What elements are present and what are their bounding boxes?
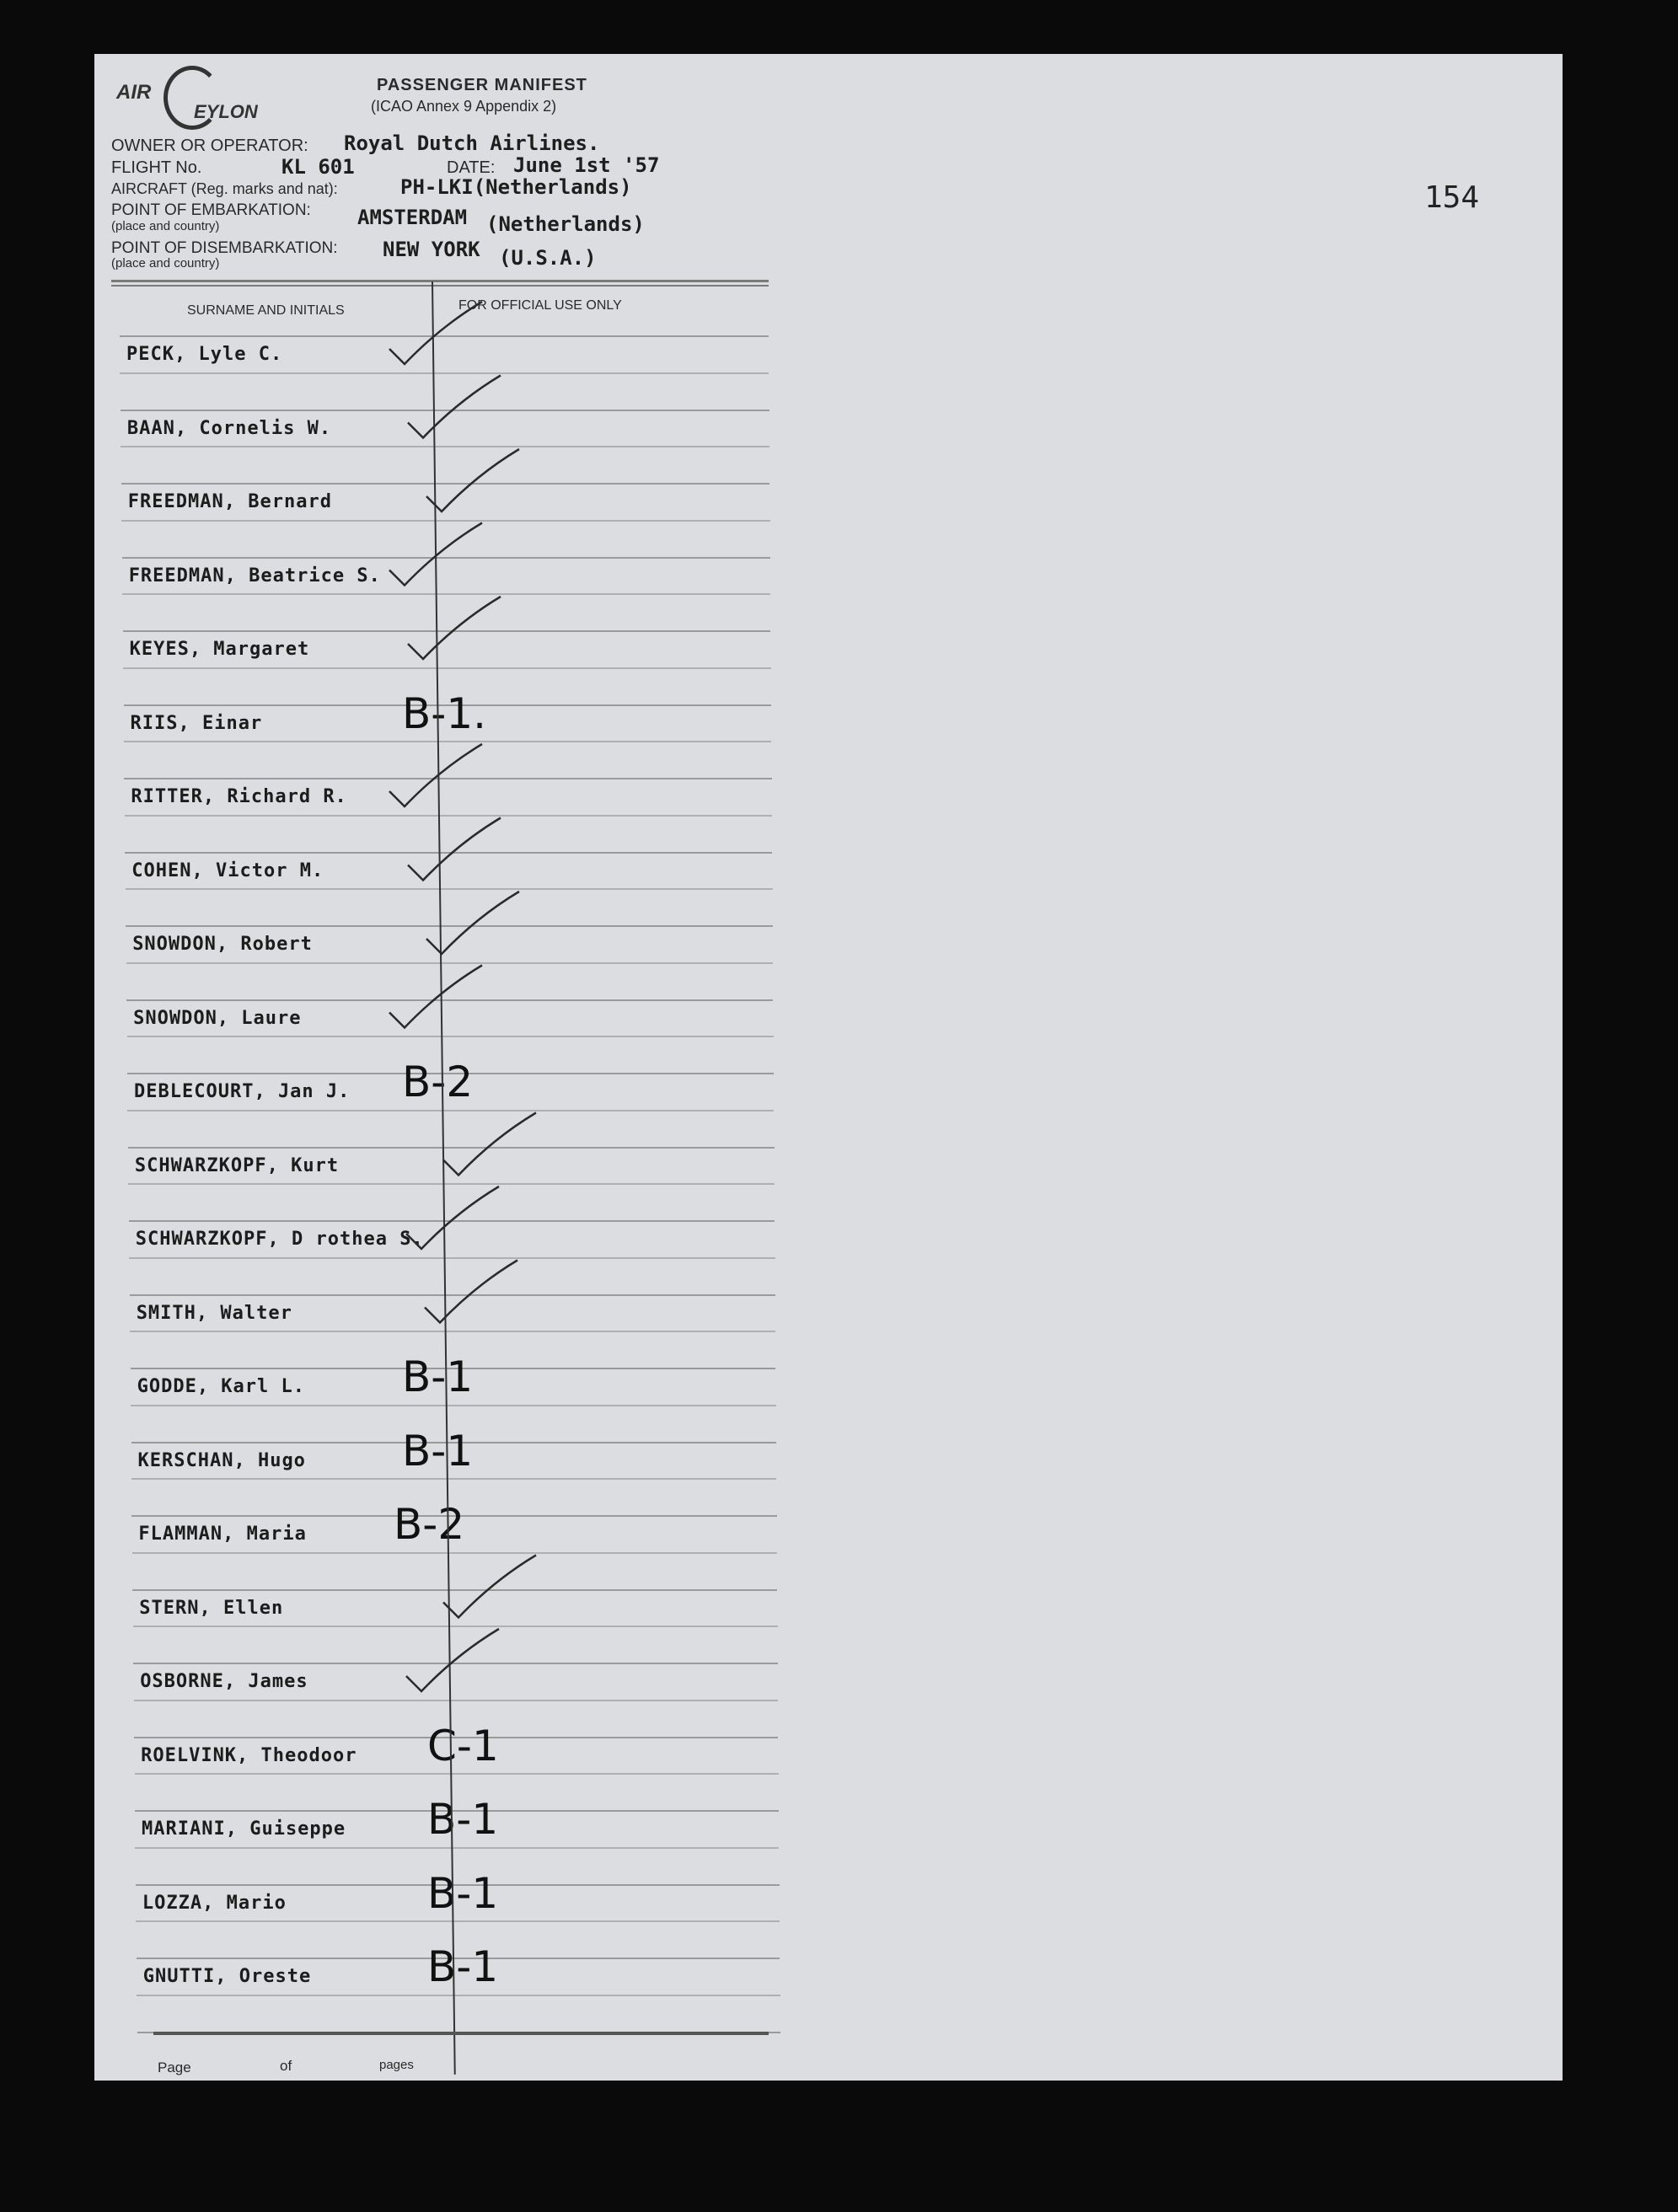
passenger-name: SCHWARZKOPF, D rothea S. — [135, 1229, 424, 1250]
disembarkation-value: NEW YORK — [383, 238, 480, 261]
passenger-name: RIIS, Einar — [130, 712, 263, 734]
check-mark — [389, 744, 482, 806]
visa-class-mark: B-1 — [427, 1942, 499, 1991]
check-mark — [408, 376, 501, 438]
manifest-page — [94, 54, 1563, 2081]
manifest-subtitle: (ICAO Annex 9 Appendix 2) — [371, 98, 557, 115]
passenger-name: LOZZA, Mario — [142, 1892, 287, 1914]
logo-eylon-text: EYLON — [194, 101, 258, 122]
col-official-header: FOR OFFICIAL USE ONLY — [458, 298, 622, 313]
page-number: 154 — [1424, 180, 1480, 215]
footer-of-label: of — [280, 2058, 292, 2074]
disembarkation-label: POINT OF DISEMBARKATION: — [111, 239, 338, 257]
embarkation-sublabel: (place and country) — [111, 219, 220, 233]
embarkation-label: POINT OF EMBARKATION: — [111, 201, 311, 219]
passenger-name: SNOWDON, Laure — [133, 1007, 302, 1029]
check-mark — [443, 1556, 536, 1618]
visa-class-mark: B-1 — [427, 1795, 499, 1844]
passenger-name: SNOWDON, Robert — [132, 934, 313, 955]
check-mark — [406, 1186, 499, 1249]
check-mark — [389, 966, 482, 1028]
date-value: June 1st '57 — [513, 153, 660, 177]
visa-class-mark: B-1 — [402, 1352, 474, 1401]
visa-class-mark: B-1 — [427, 1868, 499, 1918]
visa-class-mark: B-2 — [394, 1500, 465, 1549]
date-label: DATE: — [447, 158, 496, 177]
passenger-name: STERN, Ellen — [139, 1597, 284, 1619]
check-mark — [389, 302, 482, 364]
aircraft-label: AIRCRAFT (Reg. marks and nat): — [111, 180, 338, 197]
check-mark — [426, 449, 519, 511]
disembarkation-country: (U.S.A.) — [499, 246, 597, 270]
passenger-name: GNUTTI, Oreste — [142, 1966, 312, 1987]
visa-class-mark: C-1 — [427, 1721, 499, 1770]
passenger-name: PECK, Lyle C. — [126, 344, 283, 365]
visa-class-mark: B-2 — [402, 1058, 474, 1106]
flight-value: KL 601 — [281, 155, 355, 179]
passenger-name: GODDE, Karl L. — [137, 1376, 306, 1397]
passenger-name: COHEN, Victor M. — [131, 860, 324, 881]
check-mark — [389, 523, 482, 586]
check-mark — [408, 818, 501, 881]
passenger-name: DEBLECOURT, Jan J. — [134, 1081, 351, 1102]
passenger-name: BAAN, Cornelis W. — [126, 417, 332, 439]
check-mark — [443, 1113, 536, 1176]
owner-label: OWNER OR OPERATOR: — [111, 137, 308, 155]
visa-class-mark: B-1 — [402, 1426, 474, 1476]
passenger-name: ROELVINK, Theodoor — [141, 1744, 357, 1766]
manifest-title: PASSENGER MANIFEST — [377, 76, 587, 94]
passenger-name: RITTER, Richard R. — [131, 786, 347, 807]
passenger-name: FREEDMAN, Beatrice S. — [128, 565, 381, 586]
embarkation-country: (Netherlands) — [486, 212, 645, 236]
check-mark — [425, 1261, 517, 1323]
check-mark — [426, 892, 519, 954]
passenger-name: OSBORNE, James — [140, 1671, 308, 1692]
passenger-name: FREEDMAN, Bernard — [127, 491, 332, 512]
passenger-name: KEYES, Margaret — [129, 639, 310, 660]
col-surname-header: SURNAME AND INITIALS — [187, 303, 345, 318]
footer-pages-label: pages — [379, 2058, 414, 2072]
check-mark — [406, 1629, 499, 1691]
check-marks-layer — [94, 54, 1563, 2081]
disembarkation-sublabel: (place and country) — [111, 256, 220, 270]
footer-page-label: Page — [158, 2059, 191, 2075]
embarkation-value: AMSTERDAM — [357, 206, 468, 229]
owner-value: Royal Dutch Airlines. — [344, 131, 600, 155]
passenger-name: SCHWARZKOPF, Kurt — [134, 1154, 340, 1176]
check-mark — [408, 597, 501, 659]
passenger-name: KERSCHAN, Hugo — [137, 1449, 306, 1471]
flight-label: FLIGHT No. — [111, 158, 202, 177]
logo-air-text: AIR — [116, 81, 152, 104]
visa-class-mark: B-1. — [402, 688, 487, 738]
aircraft-value: PH-LKI(Netherlands) — [400, 175, 632, 199]
passenger-name: MARIANI, Guiseppe — [142, 1818, 346, 1840]
passenger-name: FLAMMAN, Maria — [138, 1524, 307, 1545]
passenger-name: SMITH, Walter — [136, 1302, 292, 1324]
